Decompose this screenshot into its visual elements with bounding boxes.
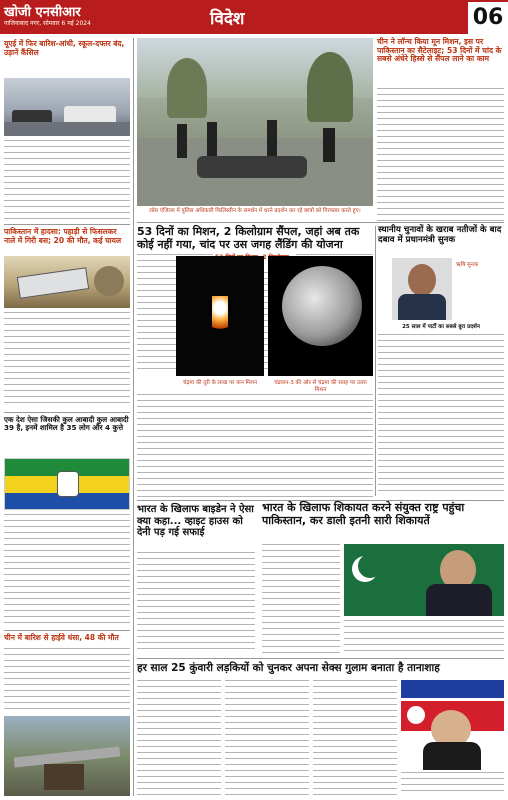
- uk-body-text: [378, 334, 504, 496]
- sunak-photo: [392, 258, 452, 320]
- uae-flood-photo: [4, 78, 130, 136]
- divider: [4, 630, 130, 631]
- un-body-text-2: [344, 620, 504, 654]
- highway-collapse-photo: [4, 716, 130, 796]
- moon-surface-photo: [268, 256, 373, 376]
- protest-arrest-photo: [137, 38, 373, 206]
- sunak-caption: ऋषि सुनक: [456, 262, 479, 268]
- moon-body-text-4: [137, 394, 373, 498]
- bus-accident-photo: [4, 256, 130, 308]
- korea-body-text-2: [225, 680, 309, 796]
- rocket-caption: चंद्रमा की दूरी के लाख पर यान मिशन: [182, 380, 258, 386]
- column-rule: [375, 226, 376, 496]
- rocket-launch-photo: [176, 256, 264, 376]
- section-title: विदेश: [210, 9, 245, 29]
- korea-headline: हर साल 25 कुंवारी लड़कियों को चुनकर अपना सेक्स गुलाम बनाता है तानाशाह: [137, 662, 440, 674]
- story-china-moon-headline: चीन ने लॉन्च किया मून मिशन, इस पर पाकिस्तान का सैटेलाइट; 53 दिनों में चांद के सबसे अंधेरे हिस्से से सैंपल लाने का काम: [377, 37, 502, 64]
- date-line: गाजियाबाद नगर, सोमवार 6 मई 2024: [4, 20, 91, 27]
- page-number: 06: [468, 2, 508, 34]
- brand-name: खोजी एनसीआर: [4, 5, 81, 20]
- korea-body-text-1: [137, 680, 221, 796]
- story-uae-headline: यूएई में फिर बारिश-आंधी, स्कूल-दफ्तर बंद, उड़ानें कैंसिल: [4, 39, 125, 57]
- country-body-text: [4, 514, 130, 626]
- un-body-text-1: [262, 544, 340, 654]
- uae-body-text: [4, 140, 130, 222]
- story-pakistan-bus-headline: पाकिस्तान में हादसा: पहाड़ी से फिसलकर नाले में गिरी बस; 20 की मौत, कई घायल: [4, 227, 122, 245]
- column-rule: [133, 38, 134, 796]
- story-smallest-country-headline: एक देश ऐसा जिसकी कुल आबादी कुल आबादी 39 है, इनमें शामिल है 35 लोग और 4 कुत्ते: [4, 415, 129, 433]
- uk-election-headline: स्थानीय चुनावों के खराब नतीजों के बाद दबाव में प्रधानमंत्री सुनक: [378, 225, 502, 245]
- pakistan-official-photo: [344, 544, 504, 616]
- story-china-highway-headline: चीन में बारिश से हाईवे धंसा, 48 की मौत: [4, 633, 119, 642]
- uk-photo-caption: 25 साल में पार्टी का सबसे बुरा प्रदर्शन: [402, 324, 480, 330]
- divider: [137, 658, 504, 659]
- protest-photo-caption: लॉस एंजिल्स में पुलिस अधिकारी फिलिस्तीन के समर्थन में धरने प्रदर्शन कर रहे छात्रों को गिरफ्तार करते हुए।: [149, 208, 361, 214]
- divider: [4, 224, 130, 225]
- bus-body-text: [4, 312, 130, 408]
- pakistan-un-headline: भारत के खिलाफ शिकायत करने संयुक्त राष्ट्र पहुंचा पाकिस्तान, कर डाली इतनी सारी शिकायतें: [262, 501, 465, 527]
- moon-caption: चंद्रयान-3 की ओर से चंद्रमा की सतह पर उतरा मिशन: [274, 380, 367, 393]
- moon-subhead: 2: [262, 254, 267, 261]
- country-flag-image: [4, 458, 130, 510]
- korea-body-text-3: [313, 680, 397, 796]
- highway-body-text: [4, 648, 130, 712]
- biden-headline: भारत के खिलाफ बाइडेन ने ऐसा क्या कहा... व्हाइट हाउस को देनी पड़ गई सफाई: [137, 504, 254, 538]
- china-moon-body-text: [377, 88, 504, 222]
- moon-mission-headline: 53 दिनों का मिशन, 2 किलोग्राम सैंपल, जहां अब तक कोई नहीं गया, चांद पर उस जगह लैंडिंग की योजना: [137, 225, 360, 251]
- biden-body-text: [137, 552, 255, 652]
- korea-body-text-4: [401, 772, 504, 796]
- kim-jong-un-photo: [401, 680, 504, 770]
- divider: [137, 222, 504, 223]
- divider: [4, 412, 130, 413]
